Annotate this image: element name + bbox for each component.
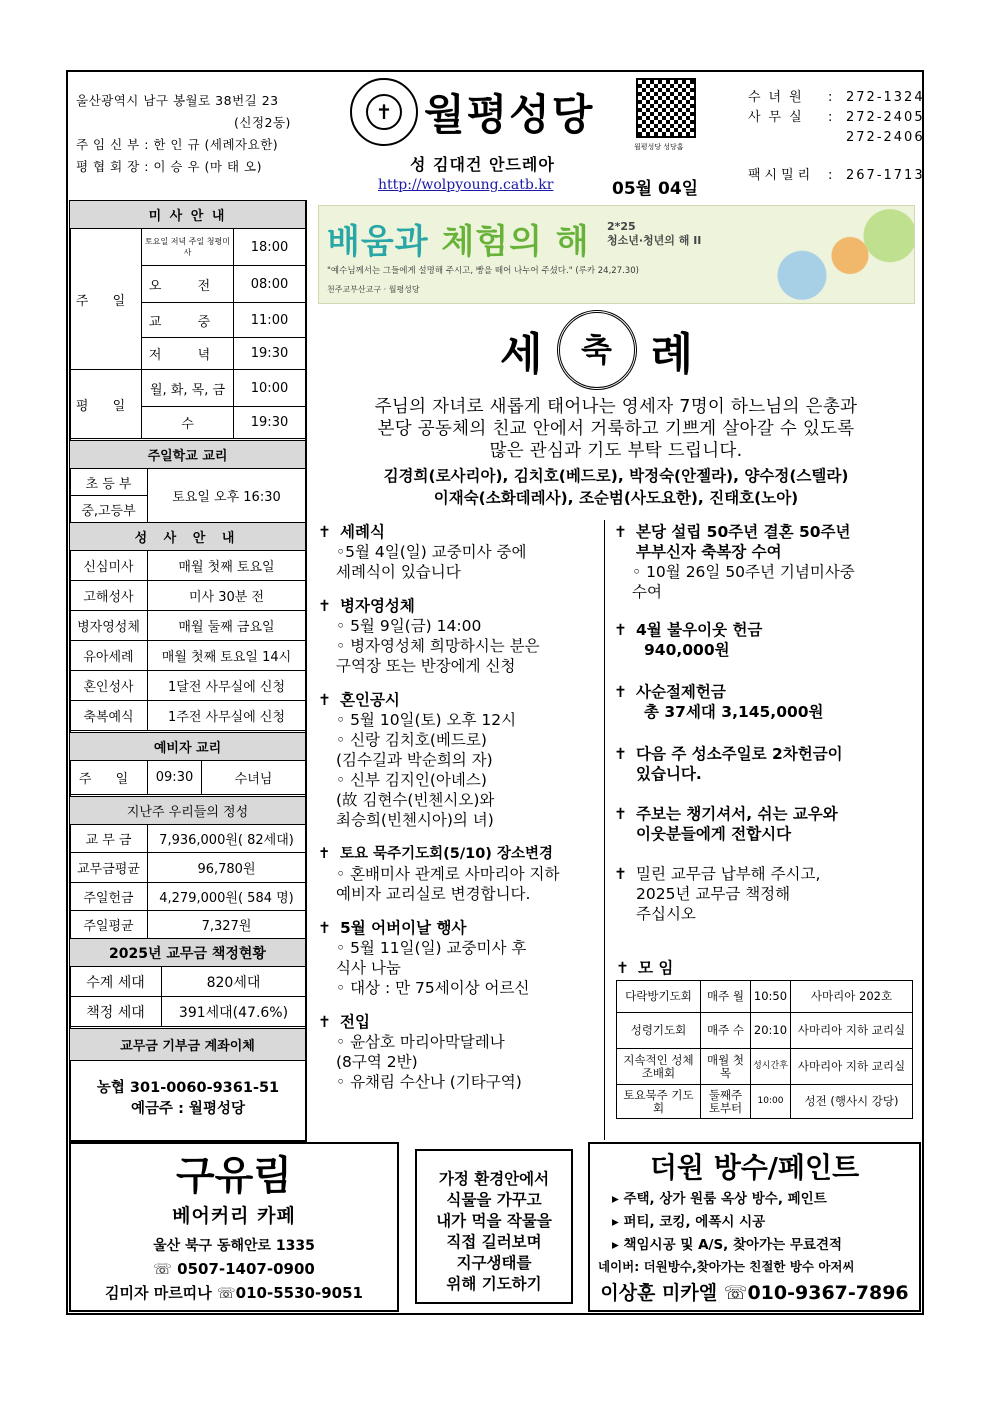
intro-line: 주님의 자녀로 새롭게 태어나는 영세자 7명이 하느님의 은총과 — [374, 397, 858, 417]
bulletin-date: 05월 04일 — [612, 179, 699, 199]
contact-list: 수녀원 : 272-1324 사무실 : 272-2405 272-2406 팩시밀리 : 267-1713 — [748, 88, 925, 186]
cross-icon: ✝ — [318, 919, 331, 937]
mass-time: 10:00 — [234, 370, 306, 407]
banner-headline — [327, 214, 590, 263]
paint-naver: 네이버: 더원방수,찾아가는 친절한 방수 아저씨 — [598, 1259, 855, 1274]
cross-icon: ✝ — [366, 94, 402, 130]
notice-head: 본당 설립 50주년 결혼 50주년 — [636, 523, 851, 541]
sacrament-name: 유아세례 — [70, 641, 148, 671]
grade-label: 초 등 부 — [70, 469, 148, 496]
offering-value: 7,327원 — [148, 911, 306, 939]
account-number: 농협 301-0060-9361-51 — [96, 1080, 280, 1096]
meetings-table — [616, 980, 913, 1119]
mass-name: 수 — [142, 407, 234, 439]
section-title: 예비자 교리 — [70, 733, 306, 761]
meeting-day: 둘째주 토부터 — [701, 1085, 751, 1119]
address-dong: (신정2동) — [234, 115, 291, 130]
notice-line: ◦ 대상 : 만 75세이상 어르신 — [336, 979, 530, 997]
address: 울산광역시 남구 봉월로 38번길 23 — [76, 93, 279, 108]
contact-label: 팩시밀리 — [748, 168, 815, 183]
catechumen-teacher: 수녀님 — [202, 761, 306, 795]
notice-line: ◦ 10월 26일 50주년 기념미사중 — [632, 563, 855, 581]
notice-line: 2025년 교무금 책정해 — [636, 885, 791, 903]
contact-value: 267-1713 — [846, 168, 925, 183]
meeting-name: 지속적인 성체 조배회 — [617, 1049, 701, 1085]
notice-head: 전입 — [340, 1013, 370, 1031]
section-title: 주일학교 교리 — [70, 441, 306, 469]
offering-value: 7,936,000원( 82세대) — [148, 825, 306, 853]
mass-name: 저 녁 — [142, 338, 234, 370]
notice-line: ◦ 신부 김지인(아녜스) — [336, 771, 487, 789]
meeting-place: 사마리아 지하 교리실 — [791, 1013, 913, 1049]
banner-illustration — [754, 206, 914, 304]
notice-line: ◦ 신랑 김치호(베드로) — [336, 731, 487, 749]
sunday-school-table — [69, 440, 306, 523]
sacrament-value: 1달전 사무실에 신청 — [148, 671, 306, 701]
meeting-time: 10:00 — [751, 1085, 791, 1119]
mass-name: 오 전 — [142, 266, 234, 303]
cross-icon: ✝ — [614, 865, 627, 883]
mass-time: 08:00 — [234, 266, 306, 303]
meetings-title-text: 모 임 — [638, 959, 674, 977]
offering-value: 96,780원 — [148, 853, 306, 883]
meeting-name: 다락방기도회 — [617, 981, 701, 1013]
meetings-title — [616, 956, 673, 978]
dues-value: 820세대 — [162, 967, 306, 997]
dues-value: 391세대(47.6%) — [162, 997, 306, 1027]
year-banner — [318, 205, 915, 304]
sacrament-value: 매월 첫째 토요일 14시 — [148, 641, 306, 671]
notice-head: 다음 주 성소주일로 2차헌금이 — [636, 745, 843, 763]
notice-head: 토요 묵주기도회(5/10) 장소변경 — [340, 846, 553, 862]
notice-line: 수여 — [632, 583, 662, 601]
notice-head: 병자영성체 — [340, 597, 415, 615]
wreath-icon — [557, 310, 637, 390]
meeting-day: 매주 수 — [701, 1013, 751, 1049]
banner-headline-b: 체험의 해 — [428, 222, 590, 262]
mass-name: 토요일 저녁 주일 청평미사 — [142, 229, 234, 266]
weekday-label: 평 일 — [70, 370, 142, 439]
section-title: 2025년 교무금 책정현황 — [70, 939, 306, 967]
cross-icon: ✝ — [318, 846, 331, 862]
header-info — [76, 90, 291, 178]
notice-line: 구역장 또는 반장에게 신청 — [336, 657, 516, 675]
baptism-title-mid: 축 — [581, 331, 612, 369]
notice-head: 밀린 교무금 납부해 주시고, — [636, 865, 821, 883]
notice-line: ◦ 윤삼호 마리아막달레나 — [336, 1033, 505, 1051]
cross-icon: ✝ — [318, 1013, 331, 1031]
mass-time: 19:30 — [234, 407, 306, 439]
catechumen-table — [69, 732, 306, 795]
grade-label: 중,고등부 — [70, 496, 148, 523]
banner-year-sub: 청소년·청년의 해 II — [607, 234, 702, 247]
notice-line: ◦ 5월 9일(금) 14:00 — [336, 617, 482, 635]
meeting-day: 매주 월 — [701, 981, 751, 1013]
section-title: 미 사 안 내 — [70, 201, 306, 229]
website-link[interactable]: http://wolpyoung.catb.kr — [378, 177, 554, 193]
pastor: 주 임 신 부 : 한 인 규 (세례자요한) — [76, 137, 279, 152]
service-item: ▸ 책임시공 및 A/S, 찾아가는 무료견적 — [612, 1237, 843, 1253]
banner-org: 천주교부산교구 · 월평성당 — [327, 285, 420, 294]
section-title: 성 사 안 내 — [70, 523, 306, 551]
sacrament-name: 혼인성사 — [70, 671, 148, 701]
sunday-label: 주 일 — [70, 229, 142, 370]
mass-name: 교 중 — [142, 303, 234, 338]
cross-icon: ✝ — [614, 523, 627, 541]
notices-left — [318, 522, 600, 1106]
offering-name: 주일헌금 — [70, 883, 148, 911]
meeting-name: 성령기도회 — [617, 1013, 701, 1049]
notice-head: 부부신자 축복장 수여 — [636, 543, 782, 561]
mass-time: 19:30 — [234, 338, 306, 370]
account-table — [69, 1028, 306, 1061]
baptism-title-right: 례 — [650, 329, 694, 380]
cafe-type: 베어커리 카페 — [172, 1205, 296, 1227]
service-item: ▸ 퍼티, 코킹, 에폭시 시공 — [612, 1214, 766, 1230]
sacrament-value: 미사 30분 전 — [148, 581, 306, 611]
qr-code-icon[interactable] — [636, 78, 696, 138]
notice-head: 사순절제헌금 — [636, 683, 726, 701]
offering-value: 4,279,000원( 584 명) — [148, 883, 306, 911]
cross-icon: ✝ — [614, 805, 627, 823]
sacrament-value: 매월 첫째 토요일 — [148, 551, 306, 581]
baptism-title-left: 세 — [500, 329, 543, 380]
cross-icon: ✝ — [318, 691, 331, 709]
baptism-names — [318, 465, 914, 509]
dues-table — [69, 938, 306, 1027]
contact-value: 272-2405 — [846, 110, 925, 125]
eco-prayer-box — [415, 1149, 573, 1304]
offering-name: 주일평균 — [70, 911, 148, 939]
prayer-line: 직접 길러보며 — [446, 1233, 542, 1251]
meeting-place: 사마리아 202호 — [791, 981, 913, 1013]
notice-line: 940,000원 — [644, 641, 730, 659]
notice-line: 주십시오 — [636, 905, 696, 923]
meeting-place: 성전 (행사시 강당) — [791, 1085, 913, 1119]
cafe-name: 구유림 — [176, 1153, 292, 1199]
paint-ad — [588, 1142, 921, 1312]
names-line: 이재숙(소화데레사), 조순범(사도요한), 진태호(노아) — [433, 489, 799, 507]
offering-name: 교 무 금 — [70, 825, 148, 853]
cafe-phone: ☏ 0507-1407-0900 — [153, 1260, 315, 1278]
offering-name: 교무금평균 — [70, 853, 148, 883]
notice-line: 세례식이 있습니다 — [336, 563, 461, 581]
cafe-address: 울산 북구 동해안로 1335 — [153, 1238, 315, 1254]
meeting-time: 20:10 — [751, 1013, 791, 1049]
baptism-title — [500, 310, 693, 390]
notice-head: 있습니다. — [636, 765, 702, 783]
paint-name: 더원 방수/페인트 — [649, 1151, 860, 1184]
notice-line: ◦ 유채림 수산나 (기타구역) — [336, 1073, 522, 1091]
catechumen-time: 09:30 — [148, 761, 202, 795]
meeting-time: 성시간후 — [751, 1049, 791, 1085]
service-item: ▸ 주택, 상가 원룸 옥상 방수, 페인트 — [612, 1191, 827, 1207]
contact-label: 수녀원 — [748, 90, 810, 105]
sacrament-name: 고해성사 — [70, 581, 148, 611]
sacrament-value: 매월 둘째 금요일 — [148, 611, 306, 641]
cross-icon: ✝ — [614, 745, 627, 763]
cross-icon: ✝ — [614, 683, 627, 701]
cross-icon: ✝ — [318, 597, 331, 615]
account-holder: 예금주 : 월평성당 — [131, 1101, 245, 1117]
notice-head: 4월 불우이웃 헌금 — [636, 621, 763, 639]
banner-year — [607, 220, 701, 248]
sacraments-table — [69, 522, 306, 731]
banner-year-number: 2*25 — [607, 220, 636, 233]
prayer-line: 내가 먹을 작물을 — [436, 1212, 552, 1230]
prayer-line: 가정 환경안에서 — [438, 1170, 550, 1188]
paint-owner: 이상훈 미카엘 ☏010-9367-7896 — [600, 1282, 909, 1304]
sacrament-value: 1주전 사무실에 신청 — [148, 701, 306, 731]
contact-label: 사무실 — [748, 110, 810, 125]
notice-line: 예비자 교리실로 변경합니다. — [336, 885, 531, 903]
names-line: 김경희(로사리아), 김치호(베드로), 박정숙(안젤라), 양수정(스텔라) — [383, 467, 849, 485]
notice-line: (8구역 2반) — [336, 1053, 418, 1071]
intro-line: 많은 관심과 기도 부탁 드립니다. — [489, 441, 743, 461]
mass-name: 월, 화, 목, 금 — [142, 370, 234, 407]
notice-line: 최승희(빈첸시아)의 녀) — [336, 811, 494, 829]
prayer-line: 식물을 가꾸고 — [446, 1191, 542, 1209]
notice-line: ◦ 5월 10일(토) 오후 12시 — [336, 711, 517, 729]
baptism-intro — [318, 396, 914, 462]
cross-icon: ✝ — [614, 621, 627, 639]
meeting-time: 10:50 — [751, 981, 791, 1013]
section-title: 교무금 기부금 계좌이체 — [70, 1029, 306, 1061]
cafe-ad — [69, 1142, 399, 1312]
notice-line: (故 김현수(빈첸시오)와 — [336, 791, 495, 809]
notice-line: ◦ 5월 11일(일) 교중미사 후 — [336, 939, 527, 957]
class-time: 토요일 오후 16:30 — [148, 469, 306, 523]
intro-line: 본당 공동체의 친교 안에서 거룩하고 기쁘게 살아갈 수 있도록 — [377, 419, 855, 439]
dues-name: 수계 세대 — [70, 967, 162, 997]
column-divider — [604, 520, 605, 1140]
dues-name: 책정 세대 — [70, 997, 162, 1027]
account-info — [69, 1078, 307, 1120]
notice-head: 주보는 챙기셔서, 쉬는 교우와 — [636, 805, 838, 823]
patron-saint: 성 김대건 안드레아 — [410, 155, 555, 174]
mass-time: 11:00 — [234, 303, 306, 338]
prayer-line: 위해 기도하기 — [446, 1275, 542, 1293]
qr-caption: 월평성당 성당홈 — [634, 143, 684, 151]
notice-line: ◦ 병자영성체 희망하시는 분은 — [336, 637, 540, 655]
meeting-place: 사마리아 지하 교리실 — [791, 1049, 913, 1085]
catechumen-day: 주 일 — [70, 761, 148, 795]
paint-services — [590, 1188, 919, 1257]
banner-headline-a: 배움과 — [327, 222, 429, 262]
meeting-name: 토요묵주 기도회 — [617, 1085, 701, 1119]
notices-right — [614, 522, 914, 938]
notice-head: 이웃분들에게 전합시다 — [636, 825, 792, 843]
banner-quote: "예수님께서는 그들에게 설명해 주시고, 빵을 떼어 나누어 주셨다." (루카 24,27.30) — [327, 266, 639, 276]
cross-icon: ✝ — [616, 959, 629, 977]
contact-value: 272-2406 — [846, 130, 925, 145]
council-president: 평 협 회 장 : 이 승 우 (마 태 오) — [76, 159, 262, 174]
mass-schedule-table — [69, 200, 306, 439]
prayer-line: 지구생태를 — [456, 1254, 532, 1272]
cross-icon: ✝ — [318, 523, 331, 541]
notice-head: 5월 어버이날 행사 — [340, 919, 467, 937]
contact-value: 272-1324 — [846, 90, 925, 105]
mass-time: 18:00 — [234, 229, 306, 266]
sacrament-name: 신심미사 — [70, 551, 148, 581]
offerings-table — [69, 796, 306, 939]
meeting-day: 매월 첫 목 — [701, 1049, 751, 1085]
section-title: 지난주 우리들의 정성 — [70, 797, 306, 825]
notice-head: 혼인공시 — [340, 691, 400, 709]
notice-head: 세례식 — [340, 523, 385, 541]
sacrament-name: 병자영성체 — [70, 611, 148, 641]
notice-line: ◦5월 4일(일) 교중미사 중에 — [336, 543, 527, 561]
notice-line: 식사 나눔 — [336, 959, 401, 977]
notice-line: 총 37세대 3,145,000원 — [644, 703, 824, 721]
notice-line: (김수길과 박순희의 자) — [336, 751, 493, 769]
notice-line: ◦ 혼배미사 관계로 사마리아 지하 — [336, 865, 560, 883]
sacrament-name: 축복예식 — [70, 701, 148, 731]
page-title: 월평성당 — [424, 90, 595, 139]
cafe-owner: 김미자 마르띠나 ☏010-5530-9051 — [105, 1284, 363, 1302]
